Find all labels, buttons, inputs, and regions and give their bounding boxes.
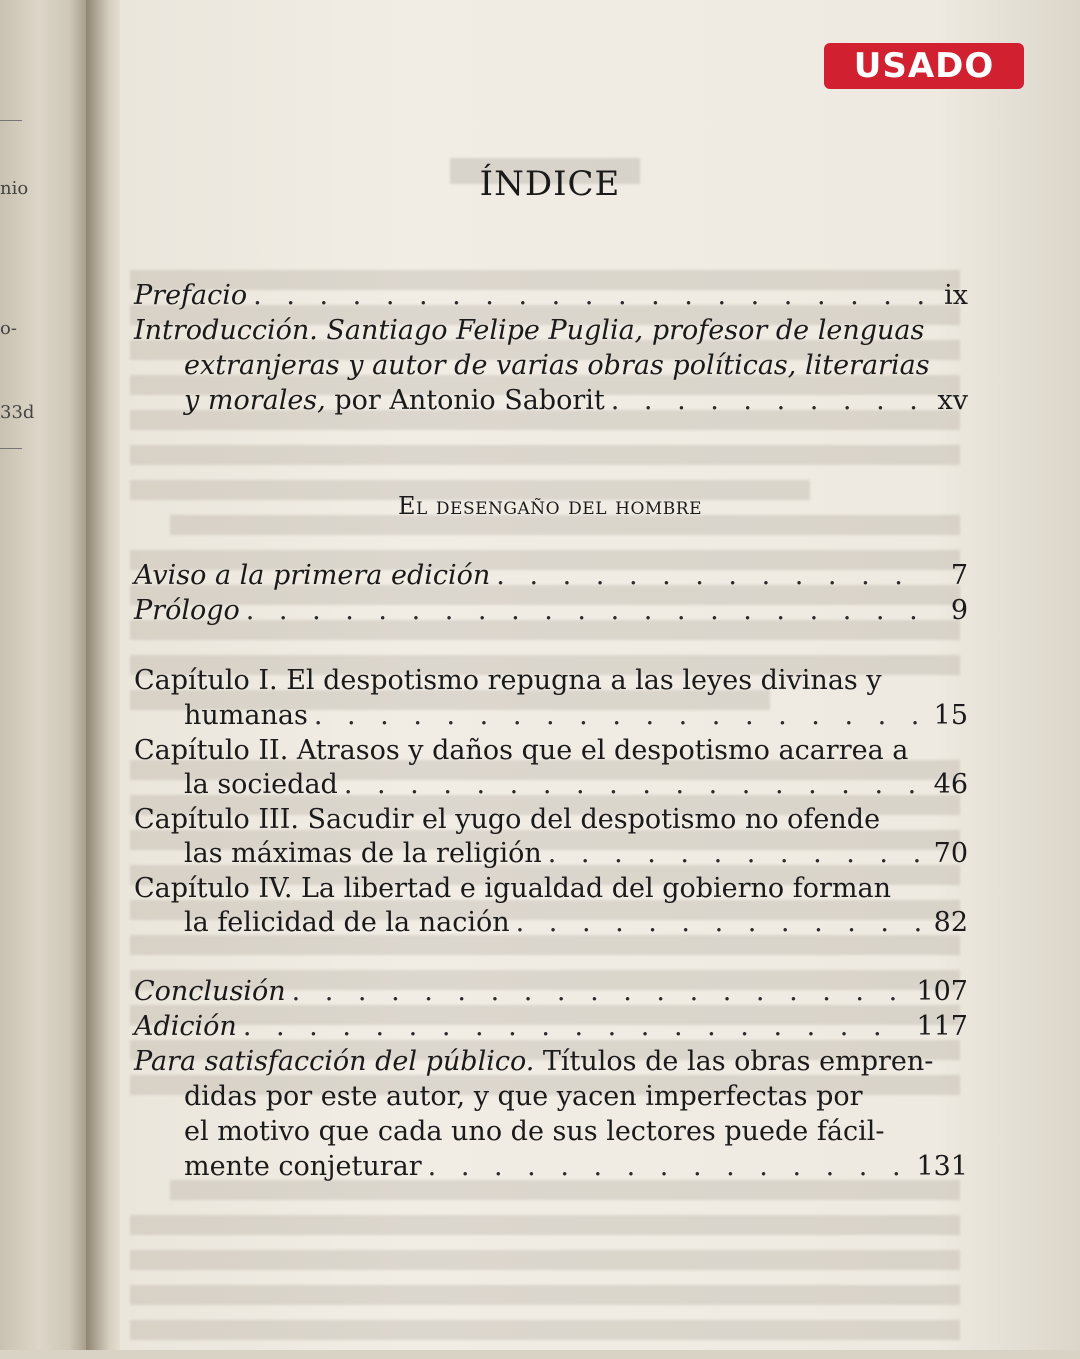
leader-dots xyxy=(243,1011,903,1042)
toc-entry-capitulo-2-line2 xyxy=(184,769,968,804)
toc-entry-title: Capítulo I. El despotismo repugna a las leyes divinas y xyxy=(134,665,882,696)
left-page-rule xyxy=(0,120,22,121)
toc-page-number: 46 xyxy=(933,769,968,800)
leader-dots xyxy=(344,769,920,800)
toc-entry-title: Prefacio xyxy=(134,280,248,311)
toc-entry-capitulo-1-line2 xyxy=(184,700,968,735)
leader-dots xyxy=(428,1151,903,1182)
left-page-fragment: o- xyxy=(0,318,17,339)
leader-dots xyxy=(246,595,924,626)
toc-page-number: 131 xyxy=(916,1151,968,1182)
left-page-rule xyxy=(0,448,22,449)
toc-entry-para-satisfaccion[interactable] xyxy=(134,1046,968,1081)
left-page-fragment: nio xyxy=(0,178,29,199)
toc-entry-prologo[interactable] xyxy=(134,595,968,630)
toc-page-number: xv xyxy=(937,385,968,416)
leader-dots xyxy=(253,280,924,311)
toc-entry-para-satisfaccion-line3 xyxy=(184,1116,968,1151)
toc-entry-title-cont: el motivo que cada uno de sus lectores puede fácil- xyxy=(184,1116,885,1147)
toc-entry-title-cont: la sociedad xyxy=(184,769,338,800)
toc-entry-subtitle: Títulos de las obras empren- xyxy=(534,1046,934,1077)
toc-page-number: 82 xyxy=(933,907,968,938)
toc-entry-title: Introducción. Santiago Felipe Puglia, profesor de lenguas xyxy=(134,315,925,346)
section-title: El desengaño del hombre xyxy=(397,492,703,520)
leader-dots xyxy=(314,700,920,731)
toc-entry-title: Capítulo III. Sacudir el yugo del despotismo no ofende xyxy=(134,804,881,835)
index-title: ÍNDICE xyxy=(479,164,621,204)
toc-entry-aviso[interactable] xyxy=(134,560,968,595)
toc-page-number: 107 xyxy=(916,976,968,1007)
leader-dots xyxy=(516,907,920,938)
toc-page-number: 9 xyxy=(950,595,968,626)
toc-entry-title: Aviso a la primera edición xyxy=(134,560,491,591)
toc-entry-prefacio[interactable] xyxy=(134,280,968,315)
left-page-fragment: 33d xyxy=(0,402,35,423)
toc-entry-title: Conclusión xyxy=(134,976,286,1007)
toc-entry-title-cont: las máximas de la religión xyxy=(184,838,542,869)
toc-entry-title-cont: mente conjeturar xyxy=(184,1151,422,1182)
toc-entry-title-cont: y morales, xyxy=(184,385,326,416)
toc-entry-title: Capítulo IV. La libertad e igualdad del gobierno forman xyxy=(134,873,892,904)
toc-entry-title: Adición xyxy=(134,1011,237,1042)
toc-entry-title: Para satisfacción del público. xyxy=(134,1046,535,1077)
toc-entry-capitulo-3-line2 xyxy=(184,838,968,873)
toc-page-number: 15 xyxy=(933,700,968,731)
toc-entry-para-satisfaccion-line2 xyxy=(184,1081,968,1116)
toc-entry-author: por Antonio Saborit xyxy=(325,385,605,416)
toc-entry-capitulo-4-line2 xyxy=(184,907,968,942)
toc-entry-title: Capítulo II. Atrasos y daños que el despotismo acarrea a xyxy=(134,735,909,766)
toc-entry-introduccion[interactable] xyxy=(134,315,968,350)
toc-entry-title-cont: extranjeras y autor de varias obras políticas, literarias xyxy=(184,350,930,381)
toc-entry-title: Prólogo xyxy=(134,595,240,626)
toc-entry-introduccion-line2 xyxy=(184,350,968,385)
toc-entry-conclusion[interactable] xyxy=(134,976,968,1011)
used-badge: USADO xyxy=(824,43,1024,89)
toc-entry-title-cont: didas por este autor, y que yacen imperfectas por xyxy=(184,1081,863,1112)
toc-entry-title-cont: la felicidad de la nación xyxy=(184,907,510,938)
toc-entry-capitulo-4[interactable] xyxy=(134,873,968,908)
leader-dots xyxy=(548,838,920,869)
toc-entry-capitulo-2[interactable] xyxy=(134,735,968,770)
toc-entry-title-cont: humanas xyxy=(184,700,308,731)
leader-dots xyxy=(292,976,903,1007)
toc-entry-para-satisfaccion-line4 xyxy=(184,1151,968,1186)
toc-page-number: 70 xyxy=(933,838,968,869)
toc-entry-capitulo-1[interactable] xyxy=(134,665,968,700)
toc-page-number: ix xyxy=(944,280,968,311)
toc-entry-introduccion-line3 xyxy=(184,385,968,420)
toc-page-number: 117 xyxy=(916,1011,968,1042)
leader-dots xyxy=(611,385,924,416)
toc-page-number: 7 xyxy=(950,560,968,591)
leader-dots xyxy=(496,560,924,591)
toc-entry-capitulo-3[interactable] xyxy=(134,804,968,839)
toc-entry-adicion[interactable] xyxy=(134,1011,968,1046)
